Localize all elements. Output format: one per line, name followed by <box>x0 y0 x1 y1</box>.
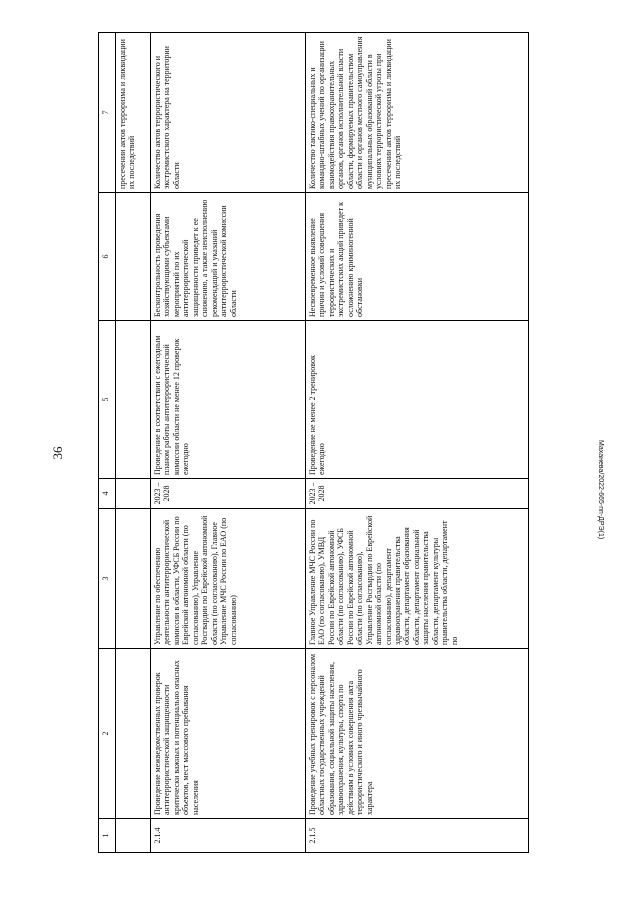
header-col-5: 5 <box>99 321 116 479</box>
document-code: Маханева/2022-665-пп-ДРЭ(1) <box>597 440 604 540</box>
consequences-cell: Несвоевременное выявление причин и условий совершения террористических и экстремистских акций приведет к осложнению криминогенной обстановки <box>306 193 529 321</box>
page-number: 36 <box>50 446 65 460</box>
executors-cell: Главное Управление МЧС России по ЕАО (по согласованию), УМВД России по Еврейской автономной области (по согласованию), УФСБ России по Еврейской автономной области (по согласованию), Управление Росгвардии по Еврейской автономной области (по согласованию), департамент здравоохранения правительства области, департамент образования области, департамент социальной защиты населения правительства области, департамент культуры правительства области, департамент по <box>306 509 529 649</box>
indicator-cell: Проведение не менее 2 тренировок ежегодно <box>306 321 529 479</box>
table-row <box>151 33 306 853</box>
row-number: 2.1.4 <box>151 819 306 853</box>
period-cell: 2023 – 2028 <box>306 479 529 509</box>
activity-cell: Проведение учебных тренировок с персоналом областных государственных учреждений образования, социальной защиты населения, здравоохранения, культуры, спорта по действиям в условиях совершения акта террористического и иного чрезвычайного характера <box>306 649 529 819</box>
program-table <box>98 32 529 853</box>
header-col-4: 4 <box>99 479 116 509</box>
consequences-cell: Бесконтрольность проведения хозяйствующими субъектами мероприятий по их антитеррористической защищенности приведет к ее снижению, а также неисполнению рекомендаций и указаний антитеррористической комиссии области <box>151 193 306 321</box>
activity-cell: Проведение межведомственных проверок антитеррористической защищенности критически важных и потенциально опасных объектов, мест массового пребывания населения <box>151 649 306 819</box>
row-number: 2.1.5 <box>306 819 529 853</box>
header-col-7: 7 <box>99 33 116 193</box>
executors-cell: Управление по обеспечению деятельности антитеррористической комиссии в области, УФСБ России по Еврейской автономной области (по согласованию), Управление Росгвардии по Еврейской автономной области (по согласованию), Главное Управление МЧС России по ЕАО (по согласованию) <box>151 509 306 649</box>
period-cell: 2023 – 2028 <box>151 479 306 509</box>
header-col-1: 1 <box>99 819 116 853</box>
header-col-2: 2 <box>99 649 116 819</box>
link-cell: Количество актов террористического и экстремистского характера на территории области <box>151 33 306 193</box>
continuation-cell: пресечении актов терроризма и ликвидации их последствий <box>116 33 151 193</box>
rotated-table-container <box>98 33 520 853</box>
indicator-cell: Проведение в соответствии с ежегодным планом работы антитеррористической комиссии области не менее 12 проверок ежегодно <box>151 321 306 479</box>
header-row <box>99 33 116 853</box>
continuation-row <box>116 33 151 853</box>
table-row <box>306 33 529 853</box>
header-col-3: 3 <box>99 509 116 649</box>
header-col-6: 6 <box>99 193 116 321</box>
link-cell: Количество тактико-специальных и командно-штабных учений по организации взаимодействия правоохранительных органов, органов исполнительной власти области, формируемых правительством области и органов местного самоуправления муниципальных образований области в условиях террористической угрозы при пресечении актов терроризма и ликвидации их последствий <box>306 33 529 193</box>
